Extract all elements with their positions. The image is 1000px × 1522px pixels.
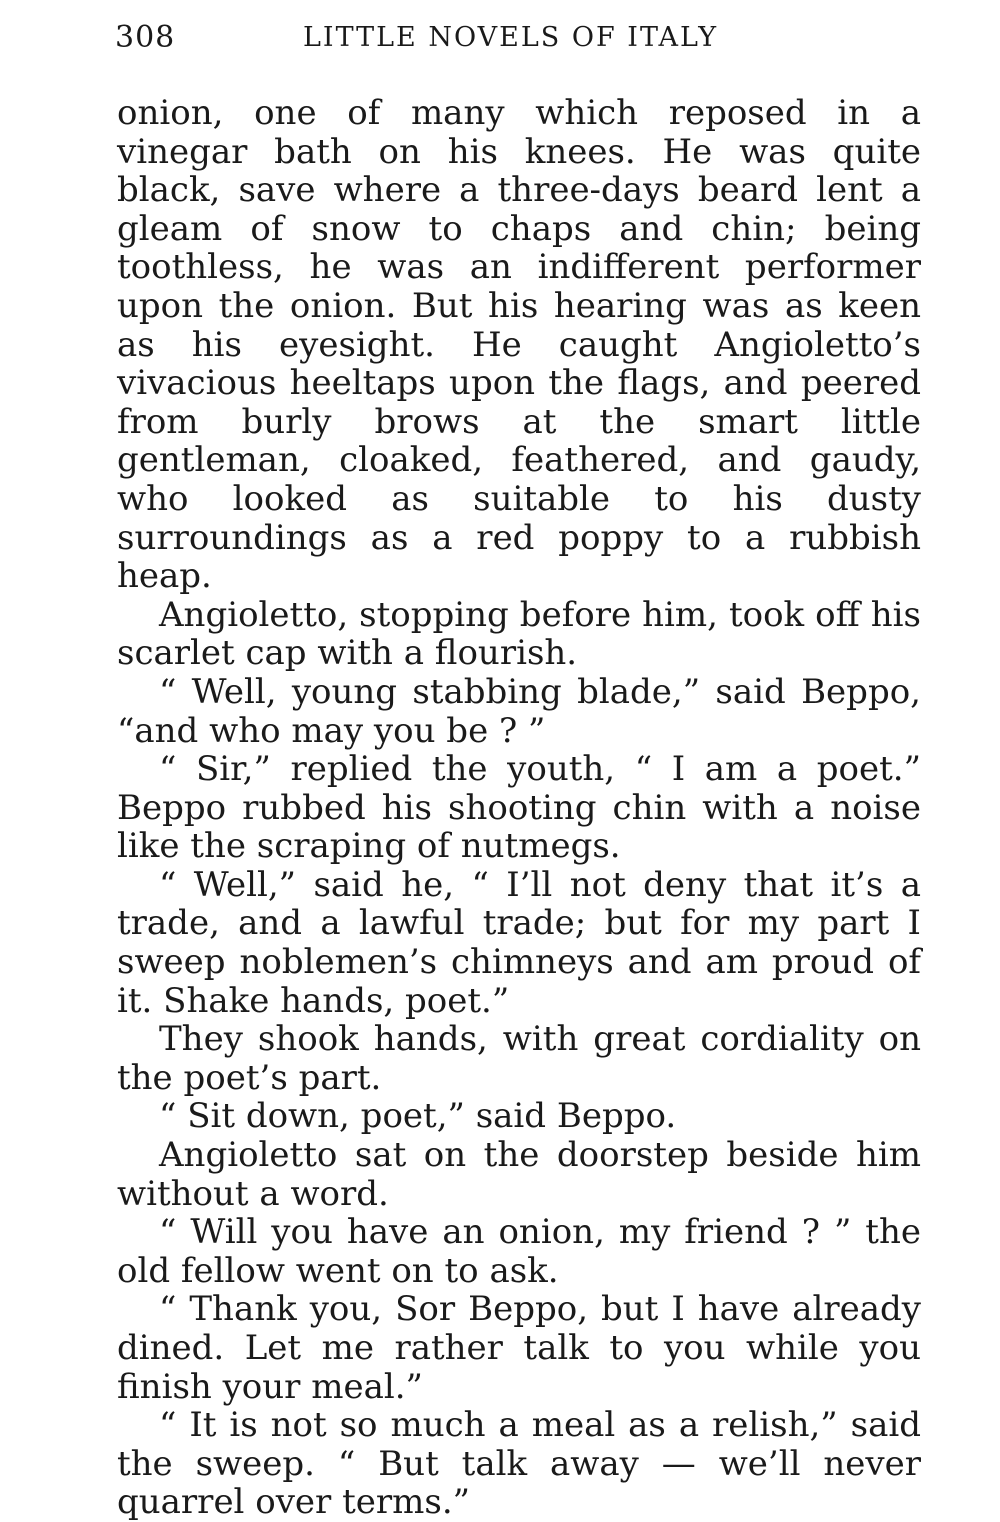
paragraph: Angioletto, stopping before him, took off his scarlet cap with a flourish. bbox=[117, 594, 921, 674]
body-text bbox=[117, 94, 921, 1522]
paragraph: “ Well,” said he, “ I’ll not deny that it’s a trade, and a lawful trade; but for my part I sweep noblemen’s chimneys and am proud of it. Shake hands, poet.” bbox=[117, 864, 921, 1021]
page-header bbox=[115, 20, 921, 60]
paragraph: “ Sir,” replied the youth, “ I am a poet.” Beppo rubbed his shooting chin with a noise like the scraping of nutmegs. bbox=[117, 749, 921, 867]
paragraph: “ Sit down, poet,” said Beppo. bbox=[159, 1096, 677, 1137]
running-title: LITTLE NOVELS OF ITALY bbox=[303, 22, 719, 53]
paragraph-continuation: onion, one of many which reposed in a vinegar bath on his knees. He was quite black, save where a three-days beard lent a gleam of snow to chaps and chin; being toothless, he was an indifferent performer upon the onion. But his hearing was as keen as his eyesight. He caught Angioletto’s vivacious heeltaps upon the flags, and peered from burly brows at the smart little gentleman, cloaked, feathered, and gaudy, who looked as suitable to his dusty surroundings as a red poppy to a rubbish heap. bbox=[117, 93, 921, 597]
paragraph: Angioletto sat on the doorstep beside him without a word. bbox=[117, 1135, 921, 1214]
page-number: 308 bbox=[115, 20, 176, 55]
paragraph: “ Well, young stabbing blade,” said Beppo, “and who may you be ? ” bbox=[117, 671, 921, 751]
paragraph: They shook hands, with great cordiality on the poet’s part. bbox=[117, 1019, 921, 1098]
paragraph: “ Will you have an onion, my friend ? ” the old fellow went on to ask. bbox=[117, 1212, 921, 1291]
paragraph: “ It is not so much a meal as a relish,” said the sweep. “ But talk away — we’ll never quarrel over terms.” bbox=[117, 1405, 921, 1522]
paragraph: “ Thank you, Sor Beppo, but I have already dined. Let me rather talk to you while you finish your meal.” bbox=[117, 1289, 921, 1407]
